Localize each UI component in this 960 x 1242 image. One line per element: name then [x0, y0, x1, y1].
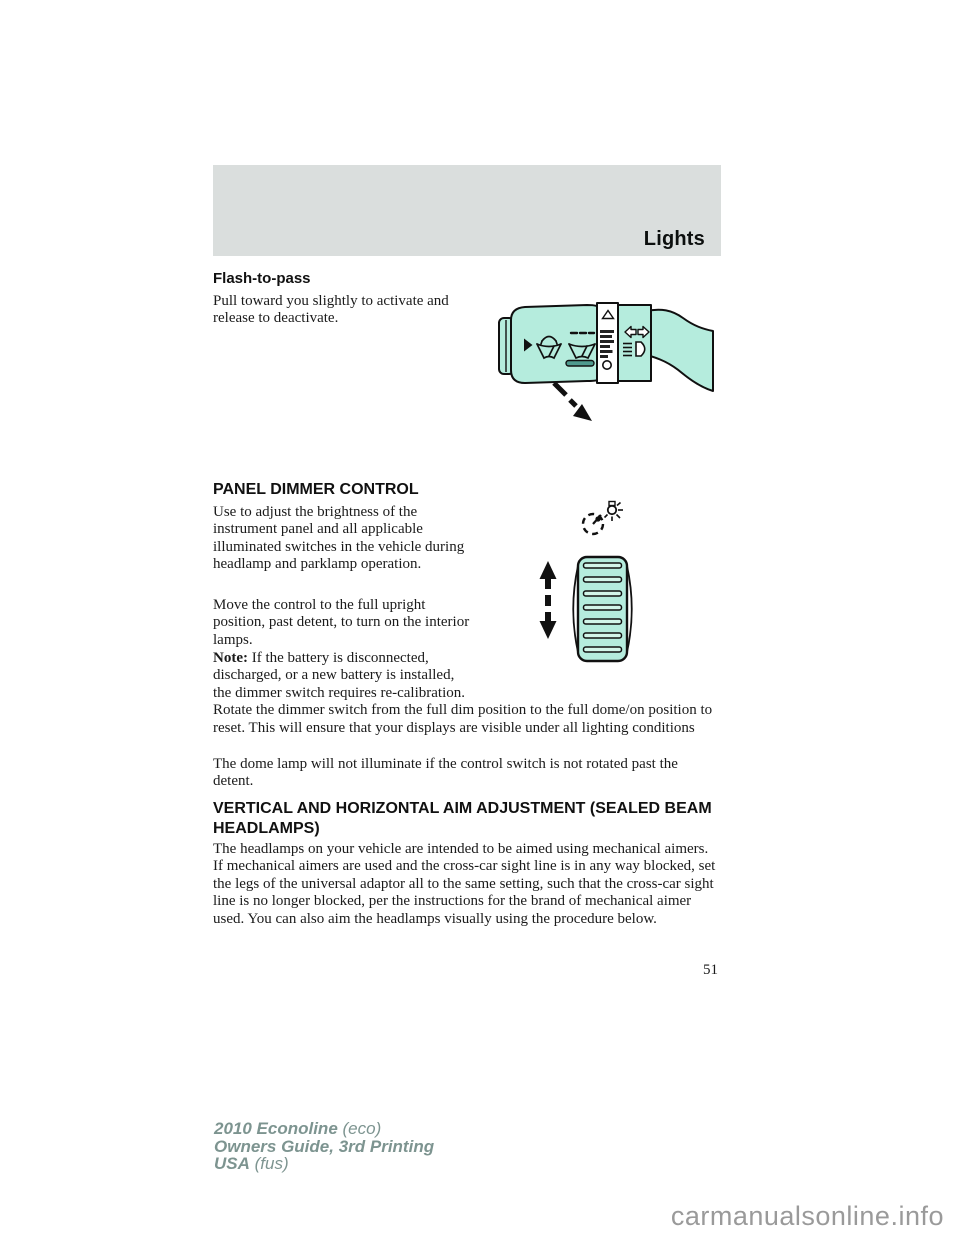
footer-imprint: [214, 1120, 434, 1173]
footer-region: USA: [214, 1154, 250, 1173]
watermark-text: carmanualsonline.info: [670, 1201, 944, 1231]
dome-lamp-paragraph: The dome lamp will not illuminate if the control switch is not rotated past the detent.: [213, 756, 678, 790]
diagonal-pointer-arrow-icon: [554, 383, 592, 421]
section-header-bar: [213, 165, 721, 256]
multifunction-lever-illustration: [496, 299, 716, 429]
switch-collar: [618, 305, 651, 381]
note-text: If the battery is disconnected, discharged, or a new battery is installed, the dimmer switch requires re-calibration. Rotate the dimmer switch from the full dim position to the full dome/on position to reset. This will ensure that your displays are visible under all lighting conditions: [213, 650, 713, 736]
up-down-arrow-icon: [540, 561, 557, 639]
flash-to-pass-body: Pull toward you slightly to activate and release to deactivate.: [213, 293, 449, 327]
flash-to-pass-heading: Flash-to-pass: [213, 270, 311, 287]
aim-adjustment-heading: VERTICAL AND HORIZONTAL AIM ADJUSTMENT (SEALED BEAM HEADLAMPS): [213, 800, 712, 837]
footer-line-3: [214, 1155, 434, 1173]
panel-dimmer-para1: Use to adjust the brightness of the instrument panel and all applicable illuminated switches in the vehicle during headlamp and parklamp operation.: [213, 504, 465, 573]
note-label: Note:: [213, 650, 248, 666]
panel-dimmer-illustration: [532, 498, 642, 668]
footer-model: 2010 Econoline: [214, 1119, 338, 1138]
page-number: 51: [703, 962, 718, 978]
footer-line-2: [214, 1138, 434, 1156]
note-paragraph: [213, 650, 716, 737]
footer-model-code: (eco): [342, 1119, 382, 1138]
dimmer-thumbwheel: [573, 557, 632, 661]
section-title: Lights: [643, 228, 705, 250]
figure-wrap-spacer: [467, 650, 716, 685]
footer-region-code: (fus): [254, 1154, 289, 1173]
aim-adjustment-paragraph: The headlamps on your vehicle are intended to be aimed using mechanical aimers. If mechanical aimers are used and the cross-car sight line is in any way blocked, set the legs of the universal adaptor all to the same setting, such that the cross-car sight line is no longer blocked, per the instructions for the brand of mechanical aimer used. You can also aim the headlamps visually using the procedure below.: [213, 841, 716, 927]
panel-dimmer-para2: Move the control to the full upright position, past detent, to turn on the interior lamps.: [213, 597, 470, 648]
panel-dimmer-brightness-icon: [583, 502, 623, 535]
footer-guide-title: Owners Guide, 3rd Printing: [214, 1136, 435, 1156]
stalk-arm: [646, 310, 713, 391]
panel-dimmer-heading: PANEL DIMMER CONTROL: [213, 481, 419, 498]
footer-line-1: [214, 1120, 434, 1138]
